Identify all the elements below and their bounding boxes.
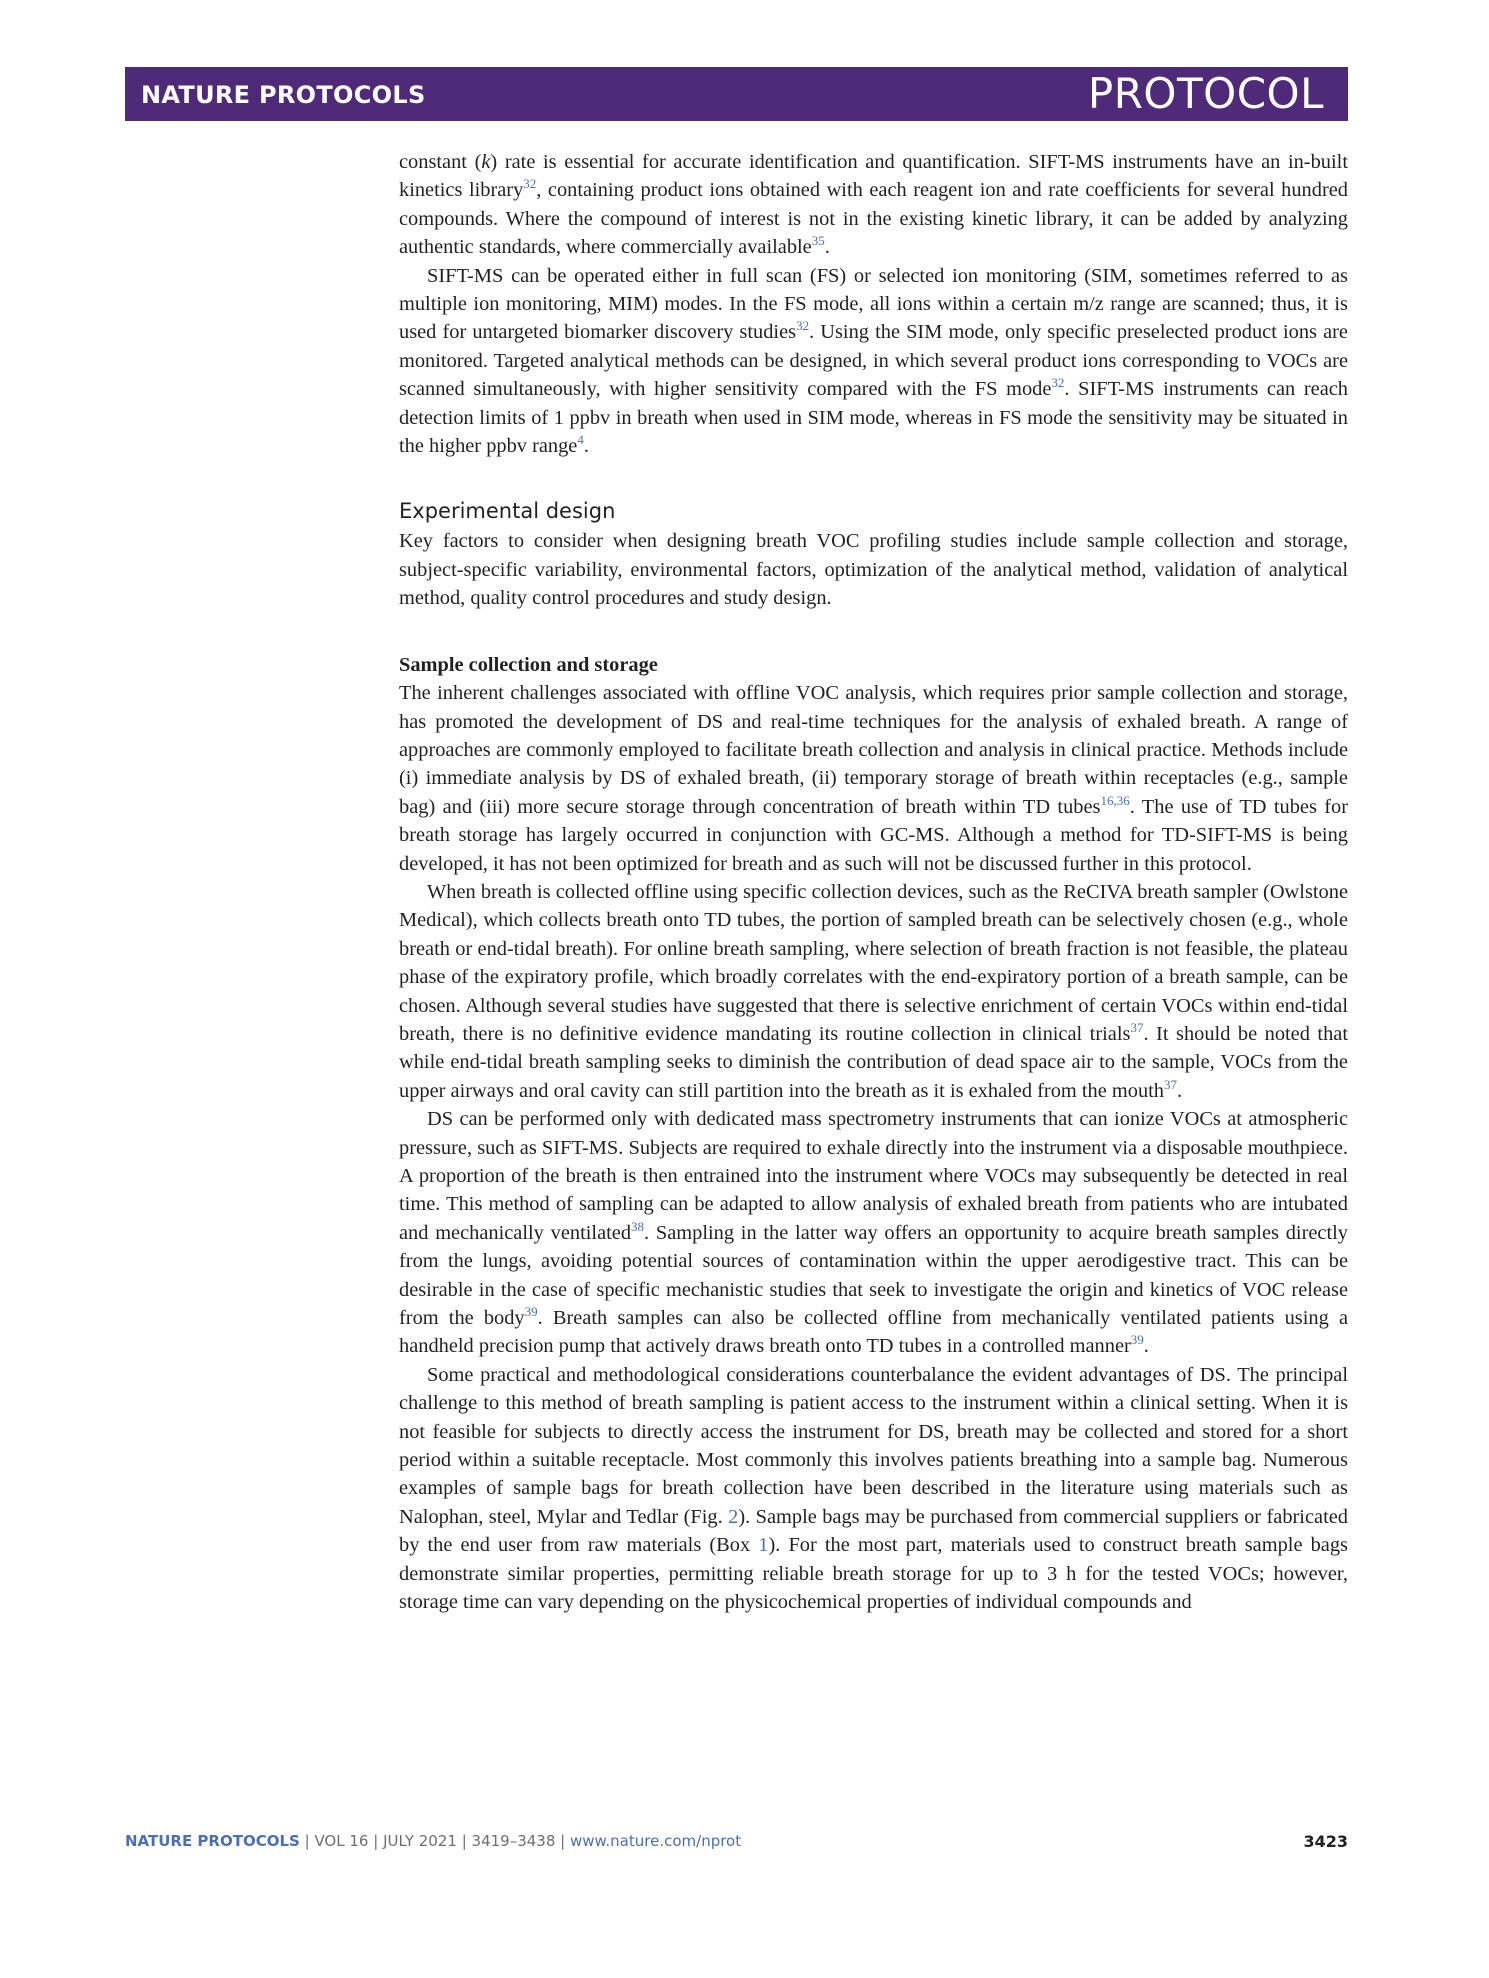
footer-url-link[interactable]: www.nature.com/nprot xyxy=(569,1832,742,1850)
paragraph-sift-modes: SIFT-MS can be operated either in full scan (FS) or selected ion monitoring (SIM, sometimes referred to as multiple ion monitoring, MIM) modes. In the FS mode, all ions within a certain m/z range are scanned; thus, it is used for untargeted biomarker discovery studies$^{32}$. Using the SIM mode, only specific preselected product ions are monitored. Targeted analytical methods can be designed, in which several product ions corresponding to VOCs are scanned simultaneously, with higher sensitivity compared with the FS mode$^{32}$. SIFT-MS instruments can reach detection limits of 1 ppbv in breath when used in SIM mode, whereas in FS mode the sensitivity may be situated in the higher ppbv range$^4$. xyxy=(399,264,1348,458)
citation-link[interactable]: 37 xyxy=(1164,1076,1177,1092)
paragraph-offline-collection: When breath is collected offline using specific collection devices, such as the ReCIVA breath sampler (Owlstone Medical), which collects breath onto TD tubes, the portion of sampled breath can be selectively chosen (e.g., whole breath or end-tidal breath). For online breath sampling, where selection of breath fraction is not feasible, the plateau phase of the expiratory profile, which broadly correlates with the end-expiratory portion of a breath sample, can be chosen. Although several studies have suggested that there is selective enrichment of certain VOCs within end-tidal breath, there is no definitive evidence mandating its routine collection in clinical trials$^{37}$. It should be noted that while end-tidal breath sampling seeks to diminish the contribution of dead space air to the sample, VOCs from the upper airways and oral cavity can still partition into the breath as it is exhaled from the mouth$^{37}$. xyxy=(399,880,1349,1102)
citation-link[interactable]: 39 xyxy=(524,1304,538,1320)
figure-link[interactable]: 2 xyxy=(728,1505,739,1528)
citation-link[interactable]: 37 xyxy=(1130,1020,1144,1036)
citation-link[interactable]: 35 xyxy=(811,233,825,249)
paragraph-experimental-design: Key factors to consider when designing breath VOC profiling studies include sample collection and storage, subject-specific variability, environmental factors, optimization of the analytical method, validation of analytical method, quality control procedures and study design. xyxy=(399,530,1348,610)
footer-journal: NATURE PROTOCOLS xyxy=(125,1832,300,1850)
citation-link[interactable]: 4 xyxy=(577,432,584,448)
paragraph-sample-collection: The inherent challenges associated with offline VOC analysis, which requires prior sample collection and storage, has promoted the development of DS and real-time techniques for the analysis of exhaled breath. A range of approaches are commonly employed to facilitate breath collection and analysis in clinical practice. Methods include (i) immediate analysis by DS of exhaled breath, (ii) temporary storage of breath within receptacles (e.g., sample bag) and (iii) more secure storage through concentration of breath within TD tubes$^{16,36}$. The use of TD tubes for breath storage has largely occurred in conjunction with GC-MS. Although a method for TD-SIFT-MS is being developed, it has not been optimized for breath and as such will not be discussed further in this protocol. xyxy=(399,682,1348,875)
footer-date: JULY 2021 xyxy=(383,1832,457,1850)
footer-pages: 3419–3438 xyxy=(471,1832,556,1850)
journal-name: NATURE PROTOCOLS xyxy=(141,81,426,109)
section-heading-experimental-design: Experimental design xyxy=(399,499,616,524)
citation-link[interactable]: 38 xyxy=(631,1219,645,1235)
page-footer: NATURE PROTOCOLS | VOL 16 | JULY 2021 | 3419–3438 | www.nature.com/nprot 3423 xyxy=(125,1832,1348,1851)
subsection-heading-sample-collection: Sample collection and storage xyxy=(399,653,658,676)
box-link[interactable]: 1 xyxy=(758,1534,769,1557)
citation-link[interactable]: 32 xyxy=(1051,375,1065,391)
citation-link[interactable]: 16,36 xyxy=(1100,792,1130,808)
journal-header-bar xyxy=(125,67,1348,121)
footer-volume: VOL 16 xyxy=(314,1832,369,1850)
page-number: 3423 xyxy=(1303,1832,1348,1851)
citation-link[interactable]: 32 xyxy=(796,318,810,334)
article-type: PROTOCOL xyxy=(1087,69,1324,118)
citation-link[interactable]: 39 xyxy=(1130,1332,1144,1348)
paragraph-ds-considerations: Some practical and methodological considerations counterbalance the evident advantages of DS. The principal challenge to this method of breath sampling is patient access to the instrument within a clinical setting. When it is not feasible for subjects to directly access the instrument for DS, breath may be collected and stored for a short period within a suitable receptacle. Most commonly this involves patients breathing into a sample bag. Numerous examples of sample bags for breath collection have been described in the literature using materials such as Nalophan, steel, Mylar and Tedlar (Fig. 2). Sample bags may be purchased from commercial suppliers or fabricated by the end user from raw materials (Box 1). For the most part, materials used to construct breath sample bags demonstrate similar properties, permitting reliable breath storage for up to 3 h for the tested VOCs; however, storage time can vary depending on the physicochemical properties of individual compounds and xyxy=(399,1363,1348,1614)
citation-link[interactable]: 32 xyxy=(523,176,537,192)
paragraph-sift-kinetics: constant (k) rate is essential for accurate identification and quantification. SIFT-MS instruments have an in-built kinetics library$^{32}$, containing product ions obtained with each reagent ion and rate coefficients for several hundred compounds. Where the compound of interest is not in the existing kinetic library, it can be added by analyzing authentic standards, where commercially available$^{35}$. xyxy=(399,151,1348,259)
paragraph-direct-sampling: DS can be performed only with dedicated mass spectrometry instruments that can ionize VOCs at atmospheric pressure, such as SIFT-MS. Subjects are required to exhale directly into the instrument via a disposable mouthpiece. A proportion of the breath is then entrained into the instrument where VOCs may subsequently be detected in real time. This method of sampling can be adapted to allow analysis of exhaled breath from patients who are intubated and mechanically ventilated$^{38}$. Sampling in the latter way offers an opportunity to acquire breath samples directly from the lungs, avoiding potential sources of contamination within the upper aerodigestive tract. This can be desirable in the case of specific mechanistic studies that seek to investigate the origin and kinetics of VOC release from the body$^{39}$. Breath samples can also be collected offline from mechanically ventilated patients using a handheld precision pump that actively draws breath onto TD tubes in a controlled manner$^{39}$. xyxy=(399,1108,1348,1358)
article-body xyxy=(399,148,1348,1617)
